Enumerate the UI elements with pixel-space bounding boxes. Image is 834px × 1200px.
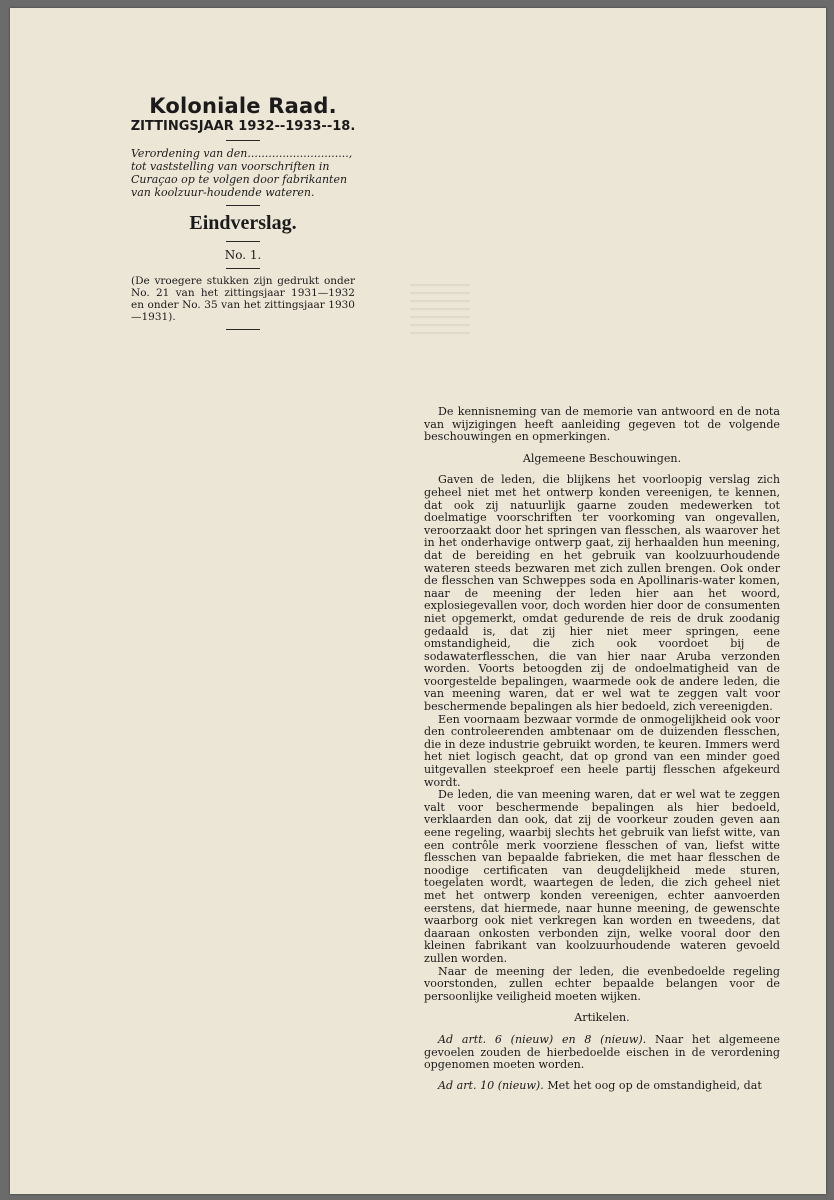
council-title: Koloniale Raad. (149, 94, 337, 118)
article-10-text: Met het oog op de omstandigheid, dat (543, 1078, 762, 1092)
article-10-label: Ad art. 10 (nieuw). (438, 1078, 544, 1092)
divider (226, 205, 260, 206)
bleed-through-marks (410, 284, 470, 334)
paragraph-1: Gaven de leden, die blijkens het voorloopig verslag zich geheel niet met het ontwerp konden vereenigen, te kennen, dat ook zij natuurlijk gaarne zouden medewerken tot doelmatige voorschriften ter voorkoming van ongevallen, veroorzaakt door het springen van flesschen, als waarover het in het onderhavige ontwerp gaat, zij herhaalden hun meening, dat de bereiding en het gebruik van koolzuurhoudende wateren steeds bezwaren met zich zullen brengen. Ook onder de flesschen van Schweppes soda en Apollinaris-water komen, naar de meening der leden hier aan het woord, explosiegevallen voor, doch worden hier door de consumenten niet opgemerkt, omdat gedurende de reis de druk zoodanig gedaald is, dat zij hier niet meer springen, eene omstandigheid, die zich ook voordoet bij de sodawaterflesschen, die van hier naar Aruba verzonden worden. Voorts betoogden zij de ondoelmatigheid van de voorgestelde bepalingen, waarmede ook de andere leden, die van meening waren, dat er wel wat te zeggen valt voor beschermende bepalingen als hier bedoeld, zich vereenigden. (424, 473, 780, 714)
paragraph-4: Naar de meening der leden, die evenbedoelde regeling voorstonden, zullen echter bepaalde belangen voor de persoonlijke veiligheid moeten wijken. (424, 964, 780, 1003)
document-number: No. 1. (224, 248, 262, 262)
section-heading-general: Algemeene Beschouwingen. (522, 451, 682, 465)
header-block (113, 94, 373, 336)
report-body (424, 406, 780, 1092)
article-10-paragraph (424, 1080, 780, 1093)
article-6-8-paragraph (424, 1034, 780, 1072)
intro-paragraph: De kennisneming van de memorie van antwoord en de nota van wijzigingen heeft aanleiding gegeven tot de volgende beschouwingen en opmerkingen. (424, 405, 780, 444)
session-year: ZITTINGSJAAR 1932--1933--18. (130, 119, 356, 134)
report-title: Eindverslag. (189, 212, 297, 234)
paragraph-2: Een voornaam bezwaar vormde de onmogelijkheid ook voor den controleerenden ambtenaar om de duizenden flesschen, die in deze industrie gebruikt worden, te keuren. Immers werd het niet logisch geacht, dat op grond van een minder goed uitgevallen steekproef een heele partij flesschen afgekeurd wordt. (424, 712, 780, 789)
divider (226, 329, 260, 330)
previous-documents-note: (De vroegere stukken zijn gedrukt onder No. 21 van het zittingsjaar 1931—1932 en onder No. 35 van het zittingsjaar 1930—1931). (131, 275, 355, 323)
divider (226, 140, 260, 141)
paragraph-3: De leden, die van meening waren, dat er wel wat te zeggen valt voor beschermende bepalingen als hier bedoeld, verklaarden dan ook, dat zij de voorkeur zouden geven aan eene regeling, waarbij slechts het gebruik van liefst witte, van een contrôle merk voorziene flesschen of van, liefst witte flesschen van bepaalde fabrieken, die met haar flesschen de noodige certificaten van deugdelijkheid mede sturen, toegelaten wordt, waartegen de leden, die zich geheel niet met het ontwerp konden vereenigen, echter aanvoerden eerstens, dat hiermede, naar hunne meening, de gewenschte waarborg ook niet verkregen kan worden en tweedens, dat daaraan onkosten verbonden zijn, welke vooral door den kleinen fabrikant van koolzuurhoudende wateren gevoeld zullen worden. (424, 788, 780, 965)
ordinance-subject: Verordening van den............................., tot vaststelling van voorschriften in Curaçao op te volgen door fabrikanten van koolzuur-houdende wateren. (131, 147, 353, 199)
divider (226, 268, 260, 269)
section-heading-articles: Artikelen. (574, 1011, 630, 1025)
divider (226, 241, 260, 242)
document-page (10, 8, 826, 1194)
article-6-8-text: Naar het algemeene gevoelen zouden de hierbedoelde eischen in de verordening opgenomen moeten worden. (424, 1032, 780, 1072)
article-6-8-label: Ad artt. 6 (nieuw) en 8 (nieuw). (438, 1032, 647, 1046)
